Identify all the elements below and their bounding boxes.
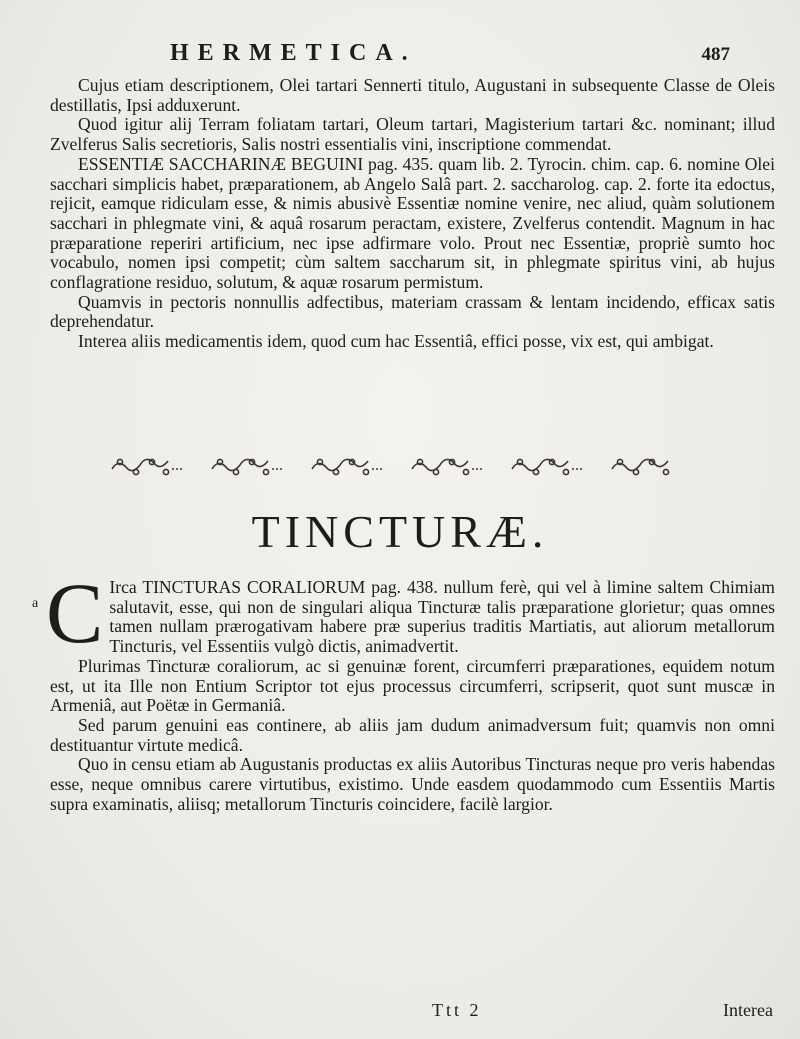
page-footer: [50, 1000, 775, 1022]
paragraph: Interea aliis medicamentis idem, quod cum hac Essentiâ, effici posse, vix est, qui ambigat.: [78, 331, 714, 352]
upper-text-block: [50, 76, 775, 352]
signature-mark: Ttt 2: [432, 1000, 482, 1020]
paragraph: ESSENTIÆ SACCHARINÆ BEGUINI pag. 435. quam lib. 2. Tyrocin. chim. cap. 6. nomine Olei sacchari simplicis habet, præparationem, ab Angelo Salâ part. 2. saccharolog. cap. 2. forte ita edoctus, rejicit, eamque ridiculam esse, & nimis abusivè Essentiæ nomine venire, nec aliud, quàm solutionem sacchari in phlegmate vini, & aquâ rosarum peractam, existere, Zvelferus contendit. Magnum in hac præparatione reperiri artificium, nec ipse adfirmare volo. Prout nec Essentiæ, propriè sumto hoc vocabulo, nomen ipsi competit; cùm saltem saccharum sit, in phlegmate spiritus vini, ab hujus conflagratione residuo, solutum, & aquæ rosarum permistum.: [50, 153, 775, 293]
first-paragraph: [46, 565, 775, 661]
first-paragraph-text: Irca TINCTURAS CORALIORUM pag. 438. nullum ferè, qui vel à limine saltem Chimiam salutavit, esse, qui non de singulari aliqua Tincturæ talis præparatione glorietur; quas omnes tamen nullam prærogativam habere præ superius traditis Martiatis, aut aliorum metallorum Tincturis, vel Essentiis vulgò dictis, animadvertit.: [109, 577, 775, 657]
paragraph: Sed parum genuini eas continere, ab aliis jam dudum animadversum fuit; quamvis non omni destituantur virtute medicâ.: [50, 714, 775, 755]
margin-mark: a: [32, 596, 39, 611]
paragraph: Quamvis in pectoris nonnullis adfectibus, materiam crassam & lentam incidendo, efficax satis deprehendatur.: [50, 291, 775, 332]
paragraph: Quod igitur alij Terram foliatam tartari, Oleum tartari, Magisterium tartari &c. nominant; illud Zvelferus Salis secretioris, Salis nostri essentialis vini, inscriptione commendat.: [50, 114, 775, 155]
page-header: [170, 40, 730, 68]
ornament-unit: [112, 459, 184, 474]
section-title: TINCTURÆ.: [251, 506, 549, 557]
ornamental-vine-band: [108, 453, 698, 479]
running-title: HERMETICA.: [170, 40, 417, 66]
paragraph: Plurimas Tincturæ coraliorum, ac si genuinæ forent, circumferri præparationes, equidem notum est, ut ita Ille non Entium Scriptor tot ejus processus circumferri, scripserit, quot sunt muscæ in Armeniâ, aut Poëtæ in Germaniâ.: [50, 655, 775, 716]
page-number: 487: [701, 44, 730, 65]
paragraph: Quo in censu etiam ab Augustanis productas ex aliis Autoribus Tincturas neque pro veris habendas esse, neque omnibus carere virtutibus, existimo. Unde easdem quodammodo cum Essentiis Martis supra examinatis, aliisq; metallorum Tincturis coincidere, facilè largior.: [50, 754, 775, 814]
lower-text-block: [46, 565, 775, 814]
paragraph: Cujus etiam descriptionem, Olei tartari Sennerti titulo, Augustani in subsequente Classe de Oleis destillatis, Ipsi adduxerunt.: [50, 75, 775, 115]
drop-cap: C: [46, 565, 104, 661]
catchword: Interea: [723, 1000, 773, 1020]
